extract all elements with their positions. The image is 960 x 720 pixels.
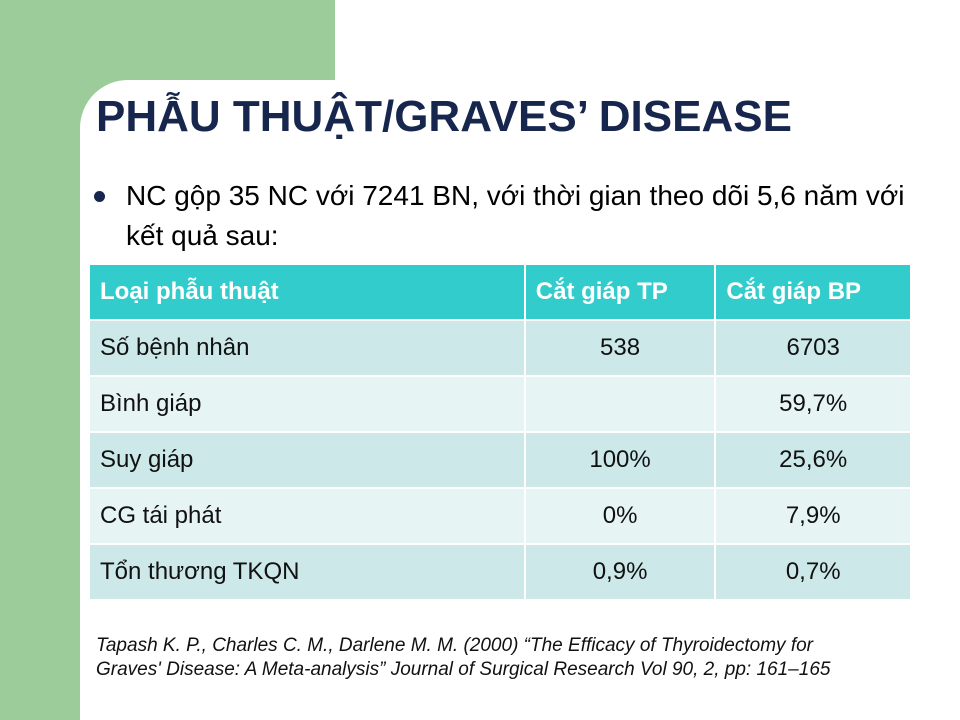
cell-value: 538 <box>525 320 716 376</box>
header-total-thyroidectomy: Cắt giáp TP <box>525 264 716 320</box>
row-label: CG tái phát <box>89 488 525 544</box>
header-subtotal-thyroidectomy: Cắt giáp BP <box>715 264 911 320</box>
citation-line: Tapash K. P., Charles C. M., Darlene M. M. (2000) “The Efficacy of Thyroidectomy for <box>96 635 813 656</box>
cell-value: 0% <box>525 488 716 544</box>
slide-title: PHẪU THUẬT/GRAVES’ DISEASE <box>96 92 792 141</box>
cell-value: 59,7% <box>715 376 911 432</box>
green-corner-block <box>0 0 335 90</box>
results-table <box>88 263 912 601</box>
slide-top-strip <box>335 0 960 82</box>
cell-value: 0,9% <box>525 544 716 600</box>
row-label: Tổn thương TKQN <box>89 544 525 600</box>
cell-value: 0,7% <box>715 544 911 600</box>
bullet-text: NC gộp 35 NC với 7241 BN, với thời gian theo dõi 5,6 năm với kết quả sau: <box>126 180 905 251</box>
header-surgery-type: Loại phẫu thuật <box>89 264 525 320</box>
cell-value: 7,9% <box>715 488 911 544</box>
table-row <box>89 432 911 488</box>
row-label: Bình giáp <box>89 376 525 432</box>
row-label: Số bệnh nhân <box>89 320 525 376</box>
table-row <box>89 544 911 600</box>
bullet-dot-icon <box>94 191 105 202</box>
table-row <box>89 376 911 432</box>
citation <box>96 634 936 682</box>
citation-line: Graves' Disease: A Meta-analysis” Journal of Surgical Research Vol 90, 2, pp: 161–165 <box>96 659 831 680</box>
row-label: Suy giáp <box>89 432 525 488</box>
table-header-row <box>89 264 911 320</box>
cell-value: 6703 <box>715 320 911 376</box>
cell-value: 25,6% <box>715 432 911 488</box>
cell-value <box>525 376 716 432</box>
table-row <box>89 488 911 544</box>
cell-value: 100% <box>525 432 716 488</box>
table-row <box>89 320 911 376</box>
